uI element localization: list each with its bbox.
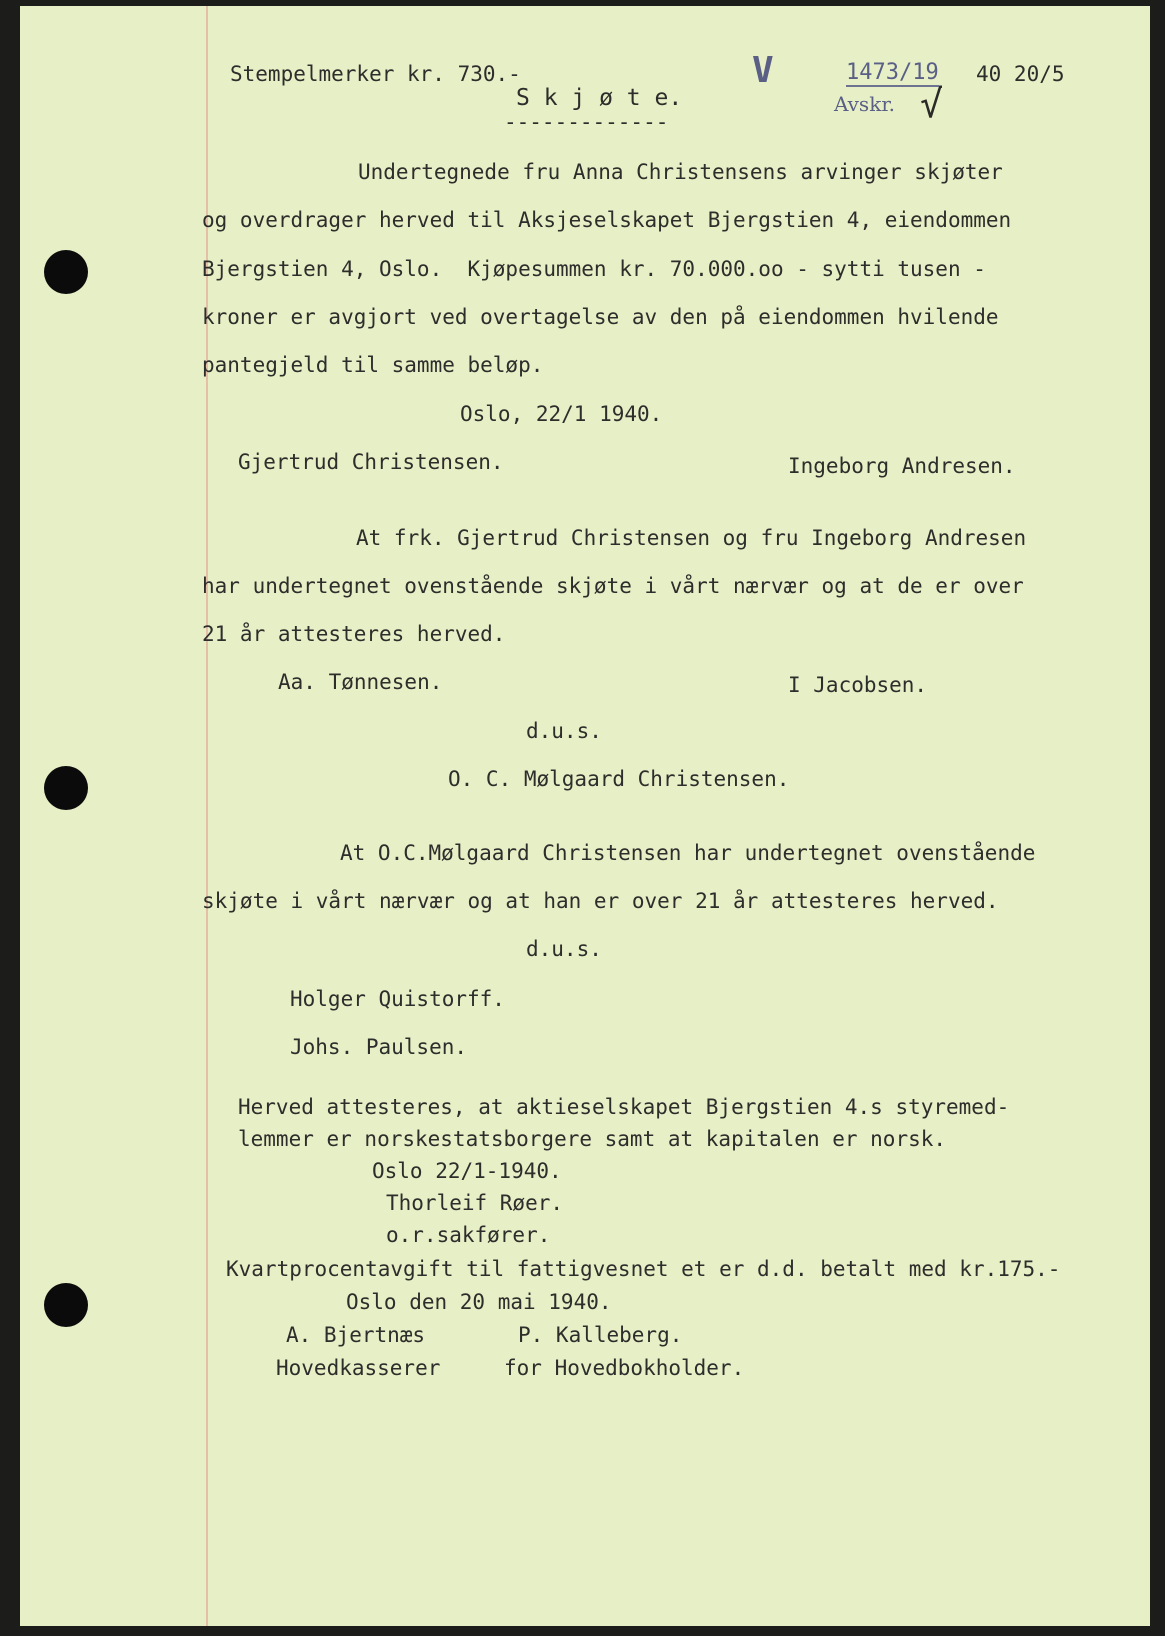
paragraph-line: skjøte i vårt nærvær og at han er over 21 år attesteres herved. bbox=[202, 889, 999, 913]
punch-hole bbox=[44, 250, 88, 294]
signature-left: A. Bjertnæs bbox=[286, 1323, 426, 1347]
margin-rule bbox=[206, 6, 208, 1626]
paragraph-line: har undertegnet ovenstående skjøte i vårt nærvær og at de er over bbox=[202, 574, 1024, 598]
place-date: Oslo 22/1-1940. bbox=[372, 1159, 562, 1183]
paragraph-line: kroner er avgjort ved overtagelse av den på eiendommen hvilende bbox=[202, 305, 999, 329]
place-date: Oslo, 22/1 1940. bbox=[460, 402, 663, 426]
signature-line: Thorleif Røer. bbox=[386, 1191, 564, 1215]
paragraph-line: Kvartprocentavgift til fattigvesnet et er d.d. betalt med kr.175.- bbox=[226, 1257, 1061, 1281]
punch-hole bbox=[44, 766, 88, 810]
witness-line: Johs. Paulsen. bbox=[290, 1035, 468, 1059]
punch-hole bbox=[44, 1283, 88, 1327]
witness-line: Holger Quistorff. bbox=[290, 987, 505, 1011]
document-title: S k j ø t e. bbox=[516, 85, 683, 111]
paragraph-line: lemmer er norskestatsborgere samt at kapitalen er norsk. bbox=[238, 1127, 947, 1151]
stamp-duty-line: Stempelmerker kr. 730.- bbox=[230, 62, 521, 86]
registry-tick: √ bbox=[920, 82, 943, 126]
registry-mark: V bbox=[752, 50, 774, 91]
paragraph-line: At frk. Gjertrud Christensen og fru Ingeborg Andresen bbox=[356, 526, 1027, 550]
witness-right: I Jacobsen. bbox=[788, 673, 928, 697]
document-page bbox=[20, 6, 1150, 1626]
paragraph-line: Bjergstien 4, Oslo. Kjøpesummen kr. 70.000.oo - sytti tusen - bbox=[202, 257, 986, 281]
signature-left: Gjertrud Christensen. bbox=[238, 450, 504, 474]
paragraph-line: og overdrager herved til Aksjeselskapet Bjergstien 4, eiendommen bbox=[202, 208, 1012, 232]
signature-right: Ingeborg Andresen. bbox=[788, 454, 1016, 478]
paragraph-line: At O.C.Mølgaard Christensen har undertegnet ovenstående bbox=[340, 841, 1036, 865]
paragraph-line: Undertegnede fru Anna Christensens arvinger skjøter bbox=[358, 160, 1003, 184]
place-date: Oslo den 20 mai 1940. bbox=[346, 1290, 612, 1314]
registry-note: Avskr. bbox=[834, 92, 896, 116]
witness-left: Aa. Tønnesen. bbox=[278, 670, 443, 694]
registry-number: 1473/19 bbox=[846, 60, 939, 85]
dus-line: d.u.s. bbox=[526, 937, 602, 961]
dus-line: d.u.s. bbox=[526, 719, 602, 743]
signature-title: Hovedkasserer bbox=[276, 1356, 441, 1380]
signature-right: P. Kalleberg. bbox=[518, 1323, 683, 1347]
signature-title: o.r.sakfører. bbox=[386, 1223, 551, 1247]
paragraph-line: 21 år attesteres herved. bbox=[202, 622, 506, 646]
paragraph-line: pantegjeld til samme beløp. bbox=[202, 353, 544, 377]
title-rule: ------------- bbox=[504, 110, 669, 134]
signature-line: O. C. Mølgaard Christensen. bbox=[448, 767, 790, 791]
paragraph-line: Herved attesteres, at aktieselskapet Bjergstien 4.s styremed- bbox=[238, 1095, 1010, 1119]
signature-title: for Hovedbokholder. bbox=[504, 1356, 745, 1380]
registry-date: 40 20/5 bbox=[976, 62, 1065, 86]
